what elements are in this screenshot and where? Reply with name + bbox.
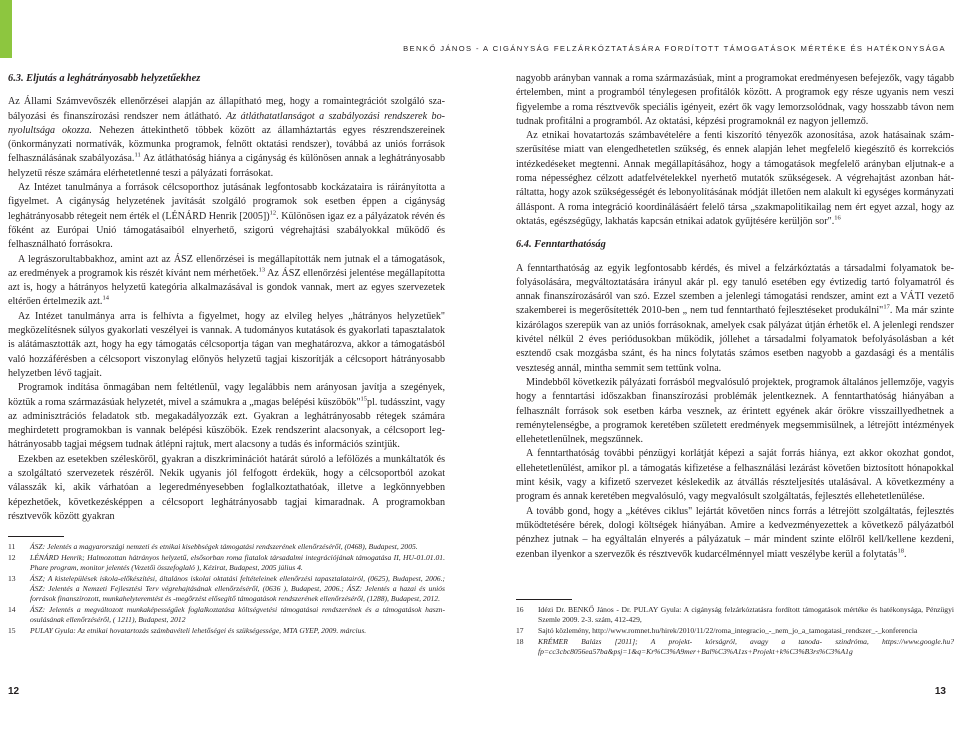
right-column <box>516 72 954 562</box>
footnote-16: 16 Idézi Dr. BENKŐ János - Dr. PULAY Gyula: A cigányság felzárkóztatásra fordított támogatások mértéke és hatékonysága, Pénzügyi Szemle 2009. 2-3. szám, 412-429, <box>516 605 954 624</box>
paragraph: Az Intézet tanulmánya a források célcsoporthoz jutásának legfontosabb kockázataira is ráirányította a figyelmet. A cigányság helyzetének javítását szolgáló programok sok esetben éppen a cigányság leghátrányosabb rétegeit nem érték el (LÉNÁRD Henrik [2005])$^{12}$. Különösen igaz ez a pályázatok révén és főként az Európai Unió támogatásaiból elnyerhető, szigorú végrehajtási szabályokkal működő és felhasználható forrásokra. <box>8 182 445 251</box>
footnote-divider <box>516 599 572 600</box>
paragraph: Programok indítása önmagában nem feltétlenül, vagy legalábbis nem arányosan javítja a szegények, köztük a roma származásúak helyzetét, mivel a számukra a „magas belépési küszöbök"$^{15}$pl. tudásszint, vagy az adminisztrációs feladatok stb. megakadályozzák ezt. Gyakran a leghátrányosabb rétegek számára meghirdetett programokban is vannak belépési küszöbök. Ezek rendszerint alacsonyak, a célcsoport leghátrányosabb tagjai mégsem tudnak átlépni rajtuk, mert alacsony a tudás és információs szintjük. <box>8 382 446 451</box>
footnote-17: 17 Sajtó közlemény, http://www.romnet.hu/hirek/2010/11/22/roma_integracio_-_nem_jo_a_tamogatasi_rendszer_-_konferencia <box>516 626 918 635</box>
page-number-right: 13 <box>934 686 946 697</box>
paragraph: A tovább gond, hogy a „kétéves ciklus" lejártát követően nincs forrás a létrejött szolgáltatás, fejlesztés működtetésére bérek, dologi költségek hiányában. Amire a kedvezményezettek a következő pályázatból pénzhez jutnak – ha egyáltalán elnyerés a pályázatuk – már mindent szinte előlről kell/kellene kezdeni, ezenban ilyenkor a szervezők és résztvevők kudarcélménnyel miatt veszélybe kerül a folytatás$^{18}$. <box>516 505 954 560</box>
paragraph: A fenntarthatóság további pénzügyi korlátját képezi a saját forrás hiánya, ezt akkor okozhat gondot, ellehetetlenülést, amikor pl. a támogatás kifizetése a felhasználási lezárást követően biztosított hónapokkal mint késik, vagy a kifizető szervezet késlekedik az átvállás részteljesítés utalásával. A következmény a program és annak keretében megvalósuló, vagy megvalósult szolgáltatás, fejlesztés ellehetetlenülése. <box>516 448 954 503</box>
paragraph: Mindebből következik pályázati forrásból megvalósuló projektek, programok általános jellemzője, vagyis hogy a fenntartási időszakban finanszírozási problémák jelentkeznek. A fenntarthatóság hiányában a felhasznált források sok esetben kárba vesznek, az érintett egyének akár örökre visszaillyedhetnek a reménytelenségbe, a programok keretében született eredmények megsemmisülnek, a létrejött intézmények ellehetetlenülnek, megszűnnek. <box>516 376 954 446</box>
paragraph: Az Intézet tanulmánya arra is felhívta a figyelmet, hogy az elvileg helyes „hátrányos helyzetűek" megközelítésnek súlyos gyakorlati veszélyei is vannak. A tudományos kutatások és gyakorlati tapasztalatok is alátámasztották azt, hogy ha egy támogatás célcsoportja tágan van meghatározva, akkor a támogatásból való hozzáférésben a célcsoport viszonylag előnyös helyzetű tagjai kiszorítják a célcsoport hátrányosabb helyzetben lévő tagjait. <box>8 310 445 379</box>
left-column <box>8 72 445 524</box>
running-header: BENKŐ JÁNOS - A CIGÁNYSÁG FELZÁRKÓZTATÁSÁRA FORDÍTOTT TÁMOGATÁSOK MÉRTÉKE ÉS HATÉKONYSÁGA <box>403 44 946 53</box>
footnote-13: 13 ÁSZ; A kistelepülések iskola-előkészítési, általános iskolai oktatási feltételeinek ellenőrzési tapasztalatairól, (0625), Budapest, 2006.; ÁSZ: Jelentés a Nemzeti Fejlesztési Terv végrehajtásának ellenőrzéséről, (0636 ), Budapest, 2006.; ÁSZ: Jelentés a hazai és uniós források finanszírozott, munkahelyteremtést és -megőrzést elősegítő támogatások rendszerének ellenőrzéséről, (1288), Budapest, 2012. <box>8 574 445 603</box>
footnotes-left <box>8 536 445 637</box>
page-number-left: 12 <box>8 686 20 697</box>
footnote-14: 14 ÁSZ: Jelentés a megváltozott munkaképességűek foglalkoztatása költségvetési támogatásai rendszerének és a támogatások hasznosulásának ellenőrzéséről, ( 1211), Budapest, 2012 <box>8 605 445 624</box>
paragraph: A fenntarthatóság az egyik legfontosabb kérdés, és mivel a felzárkóztatás a társadalmi folyamatok befolyásolására, megváltoztatására irányul akár pl. egy tanuló esetében egy évtizedig tartó folyamatról és annak finanszírozásáról van szó. Ezzel szemben a jelenlegi támogatási rendszer, amint ezt a VÁTI vezető szakemberei is megerősítették 2010-ben „ nem tud fenntartható fejlesztéseket produkálni"$^{17}$. Ma már szinte kizárólagos szerepük van az uniós forrásoknak, amelyek csak pályázat útján érhetők el. A jelenlegi rendszer kivétel nélkül 2 éves periódusokban működik, jóllehet a társadalmi folyamatok befolyásolásban a két esztendő csak mozgásba szánt, és ha nincs folytatás számos esetben nagyobb a gazdasági és a mentális veszteség annál, mintha semmit sem tettünk volna. <box>516 262 954 374</box>
footnote-18: 18 KRÉMER Balázs [2011]; A projekt- kórságról, avagy a tanoda- szindróma, https://www.google.hu?fp=cc3cbc8056ea57ba&psj=1&q=Kr%C3%A9mer+Bal%C3%A1zs+Projekt+k%C3%B3rs%C3%A1g <box>516 637 954 656</box>
paragraph: Ezekben az esetekben szélesköről, gyakran a diszkriminációt határát súroló a lefölözés a munkáltatók és a szolgáltató szervezetek részéről. Nekik ugyanis jól felfogott érdekük, hogy a célcsoportból azokat válasszák ki, akik várhatóan a legeredményesebben foglalkoztathatóak, illetve a legkönnyebben képezhetőek, következésképpen a célcsoport leghátrányosabb tagjai kimaradnak. A programokban résztvevők között gyakran <box>8 453 445 522</box>
footnote-15: 15 PULAY Gyula: Az etnikai hovatartozás számbavételi lehetőségei és szükségessége, MTA GYEP, 2009. március. <box>8 626 367 635</box>
paragraph: nagyobb arányban vannak a roma származásúak, mint a programokat eredményesen befejezők, vagy tágabb értelemben, mint a programból ténylegesen profitálók között. A programok egy része ugyanis nem veszi figyelembe a roma résztvevők speciális igényeit, ezért ők vagy lemorzsolódnak, vagy hosszabb távon nem tudnak profitálni a programból. Az oktatási, képzési programoknál ez nagyon jellemző. <box>516 73 954 127</box>
paragraph: A legrászorultabbakhoz, amint azt az ÁSZ ellenőrzései is megállapították nem jutnak el a támogatások, az eredmények a programok kis részét kívánt nem mérhetőek.$^{13}$ Az ÁSZ ellenőrzési jelentése megállapította azt is, hogy a hátrányos helyzetű kategória alkalmazásával is gondok vannak, mert az egyes szervezetek eltérően értelmezik azt.$^{14}$ <box>8 253 445 308</box>
footnote-11: 11 ÁSZ: Jelentés a magyarországi nemzeti és etnikai kisebbségek támogatási rendszerének ellenőrzéséről, (0468), Budapest, 2005. <box>8 542 418 551</box>
footnote-divider <box>8 536 64 537</box>
footnote-12: 12 LÉNÁRD Henrik; Halmozottan hátrányos helyzetű, elsősorban roma fiatalok társadalmi integrációjának támogatása II, HU-01.01.01. Phare program, monitor jelentés (Vezetői összefoglaló ), Kézirat, Budapest, 2005 július 4. <box>8 553 445 572</box>
paragraph: Az Állami Számvevőszék ellenőrzései alapján az állapítható meg, hogy a romaintegrációt szolgáló szabályozási és finanszírozási rendszer nem átlátható. Az átláthatatlanságot a szabályozási rendszerek bonyolultsága okozza. Nehezen áttekinthető többek között az államháztartás egyes részrendszereinek (önkormányzati normatívák, közmunka programok, felnőtt oktatási rendszer), továbbá az uniós források felhasználásának szabályozása.$^{11}$ Az átláthatóság hiánya a cigányság és különösen annak a leghátrányosabb helyzetű része számára elérhetetlenné teszi a pályázati forrásokat. <box>8 96 445 179</box>
footnotes-right <box>516 599 954 658</box>
section-heading-6-4: 6.4. Fenntarthatóság <box>516 239 606 251</box>
green-accent-bar <box>0 0 12 58</box>
section-heading-6-3: 6.3. Eljutás a leghátrányosabb helyzetűekhez <box>8 73 201 84</box>
paragraph: Az etnikai hovatartozás számbavételére a fenti kiszorító tényezők azonosítása, azok hatásainak számszerűsítése miatt van elengedhetetlen szükség, és ennek alapján lehet megfelelő kiegészítő és korrekciós intézkedéseket megtenni. Annak megállapításához, hogy a támogatások megfelelő arányban eljutnak-e a roma népességhez célzott adatfelvételekkel nyerhető mutatók szükségesek. A végrehajtást azonban hátráltatta, hogy azok szükségességét és lebonyolításának módját illetően nem alakult ki egységes kormányzati álláspont. A roma integráció koordinálásáért felelő társa „szakmapolitikailag nem ért egyet azzal, hogy az oktatás, egészségügy, lakhatás kapcsán etnikai adatok gyűjtésére kerüljön sor".$^{16}$ <box>516 130 954 227</box>
